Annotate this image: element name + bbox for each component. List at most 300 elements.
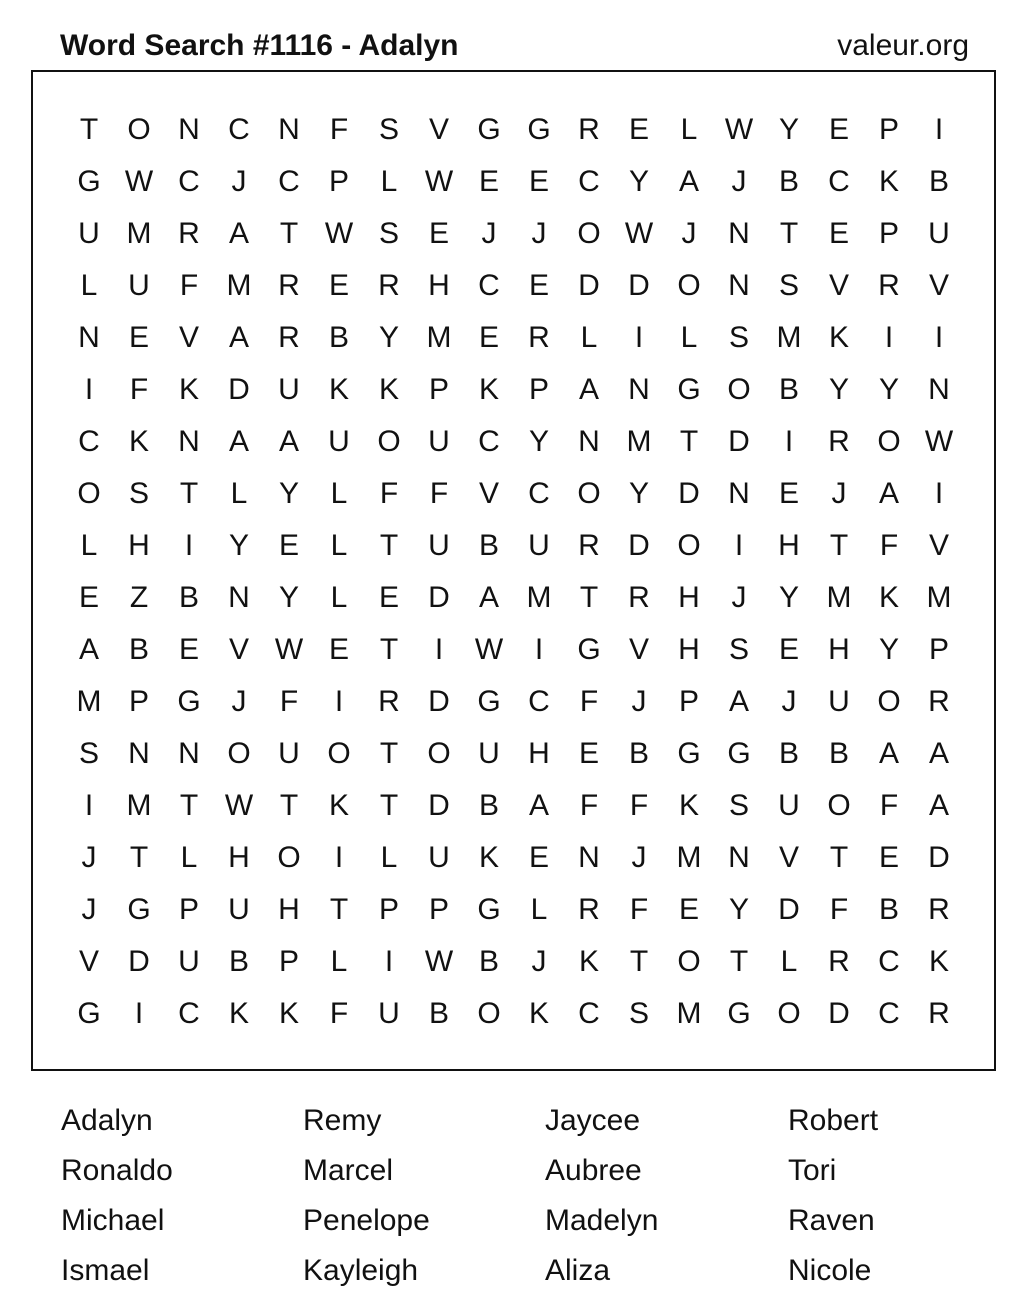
grid-letter: T [129, 841, 149, 874]
grid-letter: H [128, 529, 150, 562]
grid-letter: R [578, 893, 600, 926]
word-list-item: Ismael [61, 1254, 150, 1287]
grid-letter: L [680, 113, 698, 146]
grid-letter: K [278, 997, 299, 1030]
grid-letter: I [134, 997, 144, 1030]
grid-letter: N [728, 841, 750, 874]
grid-letter: L [380, 165, 398, 198]
grid-letter: H [778, 529, 800, 562]
grid-letter: K [328, 789, 349, 822]
grid-letter: D [678, 477, 700, 510]
word-list-item: Remy [303, 1104, 382, 1137]
grid-letter: B [778, 373, 799, 406]
grid-letter: I [334, 841, 344, 874]
grid-letter: H [678, 633, 700, 666]
grid-letter: G [77, 165, 101, 198]
word-list-item: Madelyn [545, 1204, 659, 1237]
grid-letter: T [829, 529, 849, 562]
word-list-item: Jaycee [545, 1104, 641, 1137]
grid-letter: W [424, 165, 454, 198]
grid-letter: A [878, 477, 899, 510]
grid-letter: K [578, 945, 599, 978]
grid-letter: R [828, 945, 850, 978]
grid-letter: H [428, 269, 450, 302]
grid-letter: R [928, 893, 950, 926]
grid-letter: L [80, 529, 98, 562]
grid-letter: J [231, 685, 247, 718]
grid-letter: G [577, 633, 601, 666]
grid-letter: M [776, 321, 802, 354]
grid-letter: E [428, 217, 449, 250]
grid-letter: I [534, 633, 544, 666]
grid-letter: J [481, 217, 497, 250]
grid-letter: I [934, 113, 944, 146]
grid-letter: T [279, 789, 299, 822]
grid-letter: R [878, 269, 900, 302]
grid-letter: B [778, 165, 799, 198]
grid-letter: O [77, 477, 101, 510]
word-list-item: Raven [788, 1204, 875, 1237]
grid-letter: S [728, 633, 749, 666]
grid-letter: C [78, 425, 100, 458]
grid-letter: W [924, 425, 954, 458]
grid-letter: T [279, 217, 299, 250]
grid-letter: G [727, 997, 751, 1030]
grid-letter: B [128, 633, 149, 666]
grid-letter: R [278, 321, 300, 354]
grid-letter: K [528, 997, 549, 1030]
grid-letter: D [578, 269, 600, 302]
grid-letter: A [878, 737, 899, 770]
grid-letter: T [729, 945, 749, 978]
grid-letter: G [677, 737, 701, 770]
grid-letter: T [379, 737, 399, 770]
grid-letter: C [278, 165, 300, 198]
grid-letter: U [478, 737, 500, 770]
grid-letter: A [928, 789, 949, 822]
grid-letter: R [928, 685, 950, 718]
grid-letter: U [428, 425, 450, 458]
grid-letter: I [84, 373, 94, 406]
grid-letter: K [678, 789, 699, 822]
grid-letter: B [178, 581, 199, 614]
grid-letter: V [78, 945, 99, 978]
word-list-item: Robert [788, 1104, 879, 1137]
grid-letter: L [680, 321, 698, 354]
grid-letter: R [578, 529, 600, 562]
grid-letter: I [734, 529, 744, 562]
grid-letter: O [377, 425, 401, 458]
grid-letter: Y [278, 581, 299, 614]
grid-letter: G [77, 997, 101, 1030]
grid-letter: S [78, 737, 99, 770]
grid-letter: U [278, 737, 300, 770]
grid-letter: S [728, 789, 749, 822]
grid-letter: J [631, 841, 647, 874]
grid-letter: D [928, 841, 950, 874]
grid-letter: J [831, 477, 847, 510]
grid-letter: L [330, 477, 348, 510]
grid-letter: F [329, 113, 349, 146]
grid-letter: N [128, 737, 150, 770]
grid-letter: D [778, 893, 800, 926]
grid-letter: C [178, 997, 200, 1030]
grid-letter: F [379, 477, 399, 510]
grid-letter: I [884, 321, 894, 354]
grid-letter: F [179, 269, 199, 302]
grid-letter: D [428, 789, 450, 822]
grid-letter: M [926, 581, 952, 614]
grid-letter: T [379, 789, 399, 822]
grid-letter: P [528, 373, 549, 406]
grid-letter: M [526, 581, 552, 614]
grid-letter: T [629, 945, 649, 978]
grid-letter: F [579, 789, 599, 822]
grid-letter: A [578, 373, 599, 406]
grid-letter: E [678, 893, 699, 926]
grid-letter: P [128, 685, 149, 718]
grid-letter: C [528, 477, 550, 510]
grid-letter: E [528, 841, 549, 874]
grid-letter: C [178, 165, 200, 198]
grid-letter: T [679, 425, 699, 458]
grid-letter: P [428, 893, 449, 926]
grid-letter: M [626, 425, 652, 458]
grid-letter: E [878, 841, 899, 874]
grid-letter: I [634, 321, 644, 354]
grid-letter: J [531, 217, 547, 250]
grid-letter: R [928, 997, 950, 1030]
grid-letter: U [428, 529, 450, 562]
grid-letter: E [778, 633, 799, 666]
grid-letter: E [628, 113, 649, 146]
grid-letter: V [778, 841, 799, 874]
grid-letter: D [628, 529, 650, 562]
grid-letter: J [731, 581, 747, 614]
grid-letter: P [678, 685, 699, 718]
grid-letter: D [828, 997, 850, 1030]
grid-letter: B [478, 529, 499, 562]
grid-letter: T [379, 529, 399, 562]
grid-letter: F [629, 893, 649, 926]
grid-letter: W [424, 945, 454, 978]
grid-letter: C [828, 165, 850, 198]
grid-letter: O [127, 113, 151, 146]
grid-letter: N [228, 581, 250, 614]
grid-letter: G [727, 737, 751, 770]
grid-letter: R [378, 269, 400, 302]
grid-letter: O [427, 737, 451, 770]
grid-letter: O [227, 737, 251, 770]
grid-letter: O [777, 997, 801, 1030]
grid-letter: E [278, 529, 299, 562]
grid-letter: N [578, 425, 600, 458]
grid-letter: B [928, 165, 949, 198]
grid-letter: W [274, 633, 304, 666]
grid-letter: K [228, 997, 249, 1030]
grid-letter: M [126, 789, 152, 822]
grid-letter: B [628, 737, 649, 770]
grid-letter: W [724, 113, 754, 146]
grid-letter: O [677, 269, 701, 302]
grid-letter: U [378, 997, 400, 1030]
grid-letter: U [78, 217, 100, 250]
grid-letter: I [784, 425, 794, 458]
grid-letter: A [278, 425, 299, 458]
puzzle-title: Word Search #1116 - Adalyn [60, 29, 459, 62]
grid-letter: E [528, 269, 549, 302]
grid-letter: G [677, 373, 701, 406]
grid-letter: O [577, 477, 601, 510]
word-list-item: Aubree [545, 1154, 642, 1187]
grid-letter: P [328, 165, 349, 198]
grid-letter: C [578, 165, 600, 198]
grid-letter: A [728, 685, 749, 718]
grid-letter: I [934, 477, 944, 510]
grid-letter: M [826, 581, 852, 614]
grid-letter: P [428, 373, 449, 406]
grid-letter: E [128, 321, 149, 354]
grid-letter: F [429, 477, 449, 510]
grid-letter: D [228, 373, 250, 406]
grid-letter: P [178, 893, 199, 926]
grid-letter: E [78, 581, 99, 614]
grid-letter: K [878, 581, 899, 614]
grid-letter: G [127, 893, 151, 926]
grid-letter: J [81, 893, 97, 926]
grid-letter: D [128, 945, 150, 978]
grid-letter: Y [878, 633, 899, 666]
grid-letter: U [778, 789, 800, 822]
grid-letter: O [877, 425, 901, 458]
grid-letter: E [578, 737, 599, 770]
grid-letter: W [224, 789, 254, 822]
grid-letter: B [878, 893, 899, 926]
grid-letter: S [728, 321, 749, 354]
grid-letter: E [328, 269, 349, 302]
grid-letter: Y [778, 581, 799, 614]
grid-letter: J [681, 217, 697, 250]
grid-letter: B [328, 321, 349, 354]
grid-letter: V [228, 633, 249, 666]
grid-letter: V [928, 269, 949, 302]
grid-letter: O [277, 841, 301, 874]
grid-letter: W [474, 633, 504, 666]
grid-letter: M [676, 997, 702, 1030]
grid-letter: F [279, 685, 299, 718]
grid-letter: T [579, 581, 599, 614]
grid-letter: E [828, 113, 849, 146]
grid-letter: B [478, 945, 499, 978]
grid-letter: P [878, 217, 899, 250]
grid-letter: Y [728, 893, 749, 926]
word-list-item: Michael [61, 1204, 165, 1237]
grid-letter: I [934, 321, 944, 354]
grid-letter: R [828, 425, 850, 458]
grid-letter: B [428, 997, 449, 1030]
grid-letter: I [434, 633, 444, 666]
grid-letter: K [828, 321, 849, 354]
grid-letter: U [528, 529, 550, 562]
grid-letter: I [184, 529, 194, 562]
grid-letter: U [428, 841, 450, 874]
grid-letter: N [78, 321, 100, 354]
grid-letter: Y [878, 373, 899, 406]
grid-letter: L [780, 945, 798, 978]
grid-letter: A [228, 321, 249, 354]
grid-letter: V [178, 321, 199, 354]
grid-letter: L [330, 945, 348, 978]
grid-letter: O [877, 685, 901, 718]
grid-letter: O [677, 945, 701, 978]
grid-letter: E [378, 581, 399, 614]
grid-letter: H [278, 893, 300, 926]
grid-letter: I [334, 685, 344, 718]
grid-letter: G [477, 113, 501, 146]
grid-letter: F [879, 529, 899, 562]
grid-letter: L [230, 477, 248, 510]
grid-letter: U [828, 685, 850, 718]
grid-letter: C [878, 997, 900, 1030]
grid-letter: V [828, 269, 849, 302]
grid-letter: I [384, 945, 394, 978]
grid-letter: F [579, 685, 599, 718]
grid-letter: R [278, 269, 300, 302]
grid-letter: L [180, 841, 198, 874]
grid-letter: G [527, 113, 551, 146]
grid-letter: Y [628, 165, 649, 198]
grid-letter: Y [828, 373, 849, 406]
grid-letter: W [324, 217, 354, 250]
grid-letter: B [828, 737, 849, 770]
grid-letter: T [379, 633, 399, 666]
grid-letter: C [228, 113, 250, 146]
grid-letter: U [278, 373, 300, 406]
grid-letter: I [84, 789, 94, 822]
grid-letter: O [727, 373, 751, 406]
grid-letter: R [178, 217, 200, 250]
grid-letter: C [528, 685, 550, 718]
grid-letter: Y [778, 113, 799, 146]
grid-letter: N [728, 269, 750, 302]
site-name: valeur.org [837, 29, 969, 62]
grid-letter: N [728, 217, 750, 250]
grid-letter: K [178, 373, 199, 406]
grid-letter: Y [628, 477, 649, 510]
grid-letter: A [228, 425, 249, 458]
grid-letter: W [624, 217, 654, 250]
grid-letter: C [478, 425, 500, 458]
grid-letter: S [378, 217, 399, 250]
grid-letter: H [678, 581, 700, 614]
grid-letter: V [428, 113, 449, 146]
grid-letter: N [728, 477, 750, 510]
grid-letter: F [879, 789, 899, 822]
grid-letter: G [477, 685, 501, 718]
grid-letter: A [678, 165, 699, 198]
grid-letter: K [478, 841, 499, 874]
grid-letter: K [478, 373, 499, 406]
grid-letter: E [828, 217, 849, 250]
grid-letter: T [179, 477, 199, 510]
grid-letter: B [478, 789, 499, 822]
grid-letter: O [477, 997, 501, 1030]
grid-letter: W [124, 165, 154, 198]
grid-letter: E [778, 477, 799, 510]
grid-letter: D [428, 581, 450, 614]
grid-letter: N [628, 373, 650, 406]
grid-letter: C [478, 269, 500, 302]
grid-letter: E [478, 165, 499, 198]
grid-letter: F [829, 893, 849, 926]
grid-letter: Z [129, 581, 149, 614]
grid-letter: Y [528, 425, 549, 458]
grid-letter: J [731, 165, 747, 198]
grid-letter: E [328, 633, 349, 666]
grid-letter: L [80, 269, 98, 302]
grid-letter: R [628, 581, 650, 614]
grid-letter: K [378, 373, 399, 406]
grid-letter: C [878, 945, 900, 978]
grid-letter: M [426, 321, 452, 354]
grid-letter: S [128, 477, 149, 510]
grid-letter: L [380, 841, 398, 874]
grid-letter: V [628, 633, 649, 666]
grid-letter: N [928, 373, 950, 406]
grid-letter: Y [228, 529, 249, 562]
grid-letter: Y [378, 321, 399, 354]
grid-letter: A [478, 581, 499, 614]
grid-letter: K [878, 165, 899, 198]
grid-letter: O [827, 789, 851, 822]
grid-letter: K [928, 945, 949, 978]
grid-letter: U [228, 893, 250, 926]
grid-letter: P [278, 945, 299, 978]
grid-letter: N [178, 113, 200, 146]
grid-letter: T [779, 217, 799, 250]
grid-letter: A [528, 789, 549, 822]
grid-letter: H [228, 841, 250, 874]
grid-letter: S [778, 269, 799, 302]
grid-letter: S [378, 113, 399, 146]
grid-letter: H [528, 737, 550, 770]
grid-letter: A [928, 737, 949, 770]
grid-letter: P [928, 633, 949, 666]
grid-letter: L [580, 321, 598, 354]
grid-letter: D [728, 425, 750, 458]
grid-letter: B [228, 945, 249, 978]
grid-letter: T [829, 841, 849, 874]
grid-letter: R [378, 685, 400, 718]
grid-letter: P [378, 893, 399, 926]
grid-letter: O [577, 217, 601, 250]
word-list-item: Aliza [545, 1254, 611, 1287]
grid-letter: J [231, 165, 247, 198]
grid-letter: B [778, 737, 799, 770]
grid-letter: N [178, 425, 200, 458]
grid-letter: F [629, 789, 649, 822]
word-list-item: Penelope [303, 1204, 430, 1237]
grid-letter: J [781, 685, 797, 718]
grid-letter: M [126, 217, 152, 250]
grid-letter: U [178, 945, 200, 978]
grid-letter: R [528, 321, 550, 354]
grid-letter: J [631, 685, 647, 718]
grid-letter: M [76, 685, 102, 718]
grid-letter: C [578, 997, 600, 1030]
grid-letter: H [828, 633, 850, 666]
word-list-item: Marcel [303, 1154, 394, 1187]
